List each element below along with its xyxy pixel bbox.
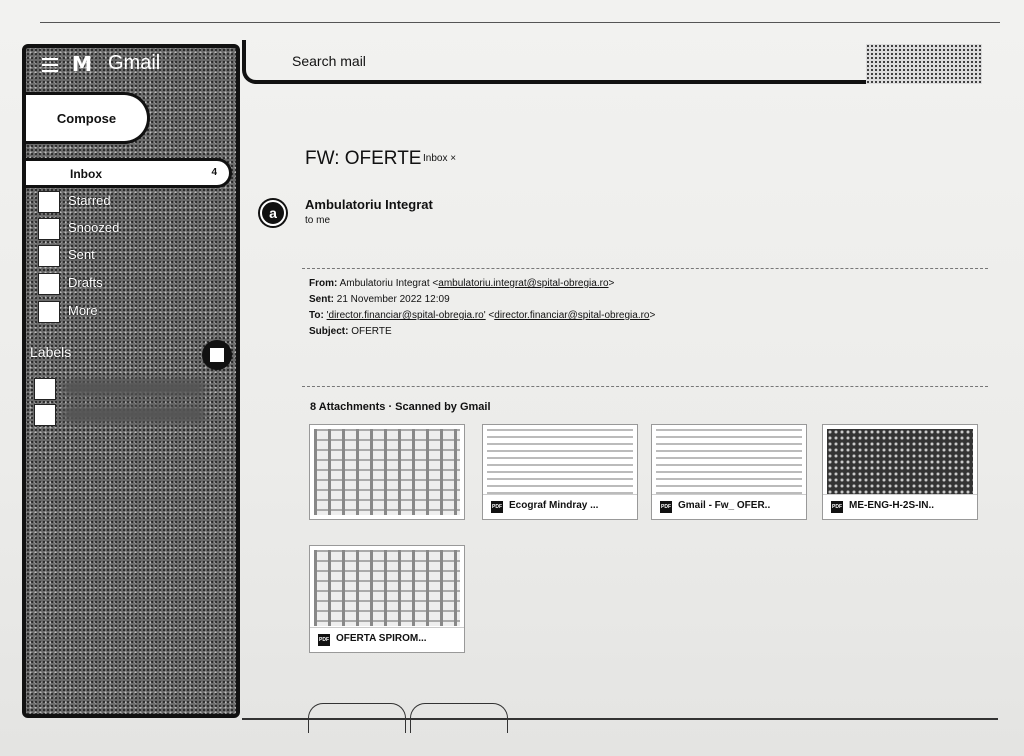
attachment-thumbnail[interactable]: [651, 424, 807, 520]
from-email-link[interactable]: ambulatoriu.integrat@spital-obregia.ro: [438, 278, 609, 289]
sidebar-item-label: Starred: [68, 193, 111, 208]
pdf-icon: PDF: [831, 501, 843, 513]
compose-button[interactable]: Compose: [26, 92, 150, 144]
label-item[interactable]: [34, 404, 209, 426]
attachment-name: Ecograf Mindray ...: [509, 500, 599, 511]
draft-icon: [38, 273, 60, 295]
plus-icon: [210, 348, 224, 362]
forward-to: To: 'director.financiar@spital-obregia.ro' <director.financiar@spital-obregia.ro>: [309, 310, 656, 321]
sidebar-item-inbox[interactable]: [26, 158, 232, 188]
star-icon: [38, 191, 60, 213]
email-subject: FW: OFERTE: [305, 148, 422, 169]
recipient-summary[interactable]: to me: [305, 215, 331, 226]
to-quoted-link[interactable]: 'director.financiar@spital-obregia.ro': [326, 310, 486, 321]
sidebar-item-label: Inbox: [70, 167, 102, 181]
pdf-icon: PDF: [491, 501, 503, 513]
app-name: Gmail: [108, 52, 161, 74]
attachment-name: ME-ENG-H-2S-IN..: [849, 500, 934, 511]
sidebar-item-label: More: [68, 303, 98, 318]
clock-icon: [38, 218, 60, 240]
label-icon: [34, 378, 56, 400]
unread-count: 4: [211, 167, 217, 178]
sender-name: Ambulatoriu Integrat: [305, 197, 433, 212]
attachment-preview: [314, 429, 460, 515]
avatar-letter: a: [260, 200, 286, 226]
label-name-redacted: [62, 406, 206, 422]
send-icon: [38, 245, 60, 267]
divider: [302, 268, 988, 270]
to-email-link[interactable]: director.financiar@spital-obregia.ro: [494, 310, 650, 321]
sidebar-item-label: Sent: [68, 247, 95, 262]
attachment-thumbnail[interactable]: [822, 424, 978, 520]
label-item[interactable]: [34, 378, 209, 400]
search-bar[interactable]: [242, 40, 868, 84]
hamburger-menu-icon[interactable]: [42, 58, 58, 72]
sidebar-item-label: Snoozed: [68, 220, 120, 235]
chevron-down-icon: [38, 301, 60, 323]
top-divider: [40, 22, 1000, 23]
attachment-thumbnail[interactable]: [482, 424, 638, 520]
forward-from: From: Ambulatoriu Integrat <ambulatoriu.integrat@spital-obregia.ro>: [309, 278, 615, 289]
attachment-preview: [656, 429, 802, 495]
inbox-label-chip[interactable]: Inbox ×: [423, 153, 457, 164]
attachments-heading: 8 Attachments · Scanned by Gmail: [310, 401, 491, 413]
gmail-logo-icon: M: [72, 52, 92, 76]
account-area[interactable]: [866, 44, 982, 84]
label-icon: [34, 404, 56, 426]
label-name-redacted: [62, 380, 206, 396]
add-label-button[interactable]: [202, 340, 232, 370]
divider: [302, 386, 988, 388]
attachment-preview: [314, 550, 460, 626]
attachment-name: OFERTA SPIROM...: [336, 633, 427, 644]
forward-sent: Sent: 21 November 2022 12:09: [309, 294, 450, 305]
sidebar-item-label: Drafts: [68, 275, 103, 290]
sidebar: [22, 44, 240, 718]
pdf-icon: PDF: [318, 634, 330, 646]
attachment-name: Gmail - Fw_ OFER..: [678, 500, 771, 511]
bottom-divider: [242, 718, 998, 720]
labels-heading: Labels: [30, 344, 72, 360]
avatar: [258, 198, 288, 228]
pdf-icon: PDF: [660, 501, 672, 513]
attachment-thumbnail[interactable]: [309, 424, 465, 520]
attachment-thumbnail[interactable]: [309, 545, 465, 653]
attachment-preview: [487, 429, 633, 495]
attachment-preview: [827, 429, 973, 495]
search-input[interactable]: Search mail: [292, 53, 366, 69]
forward-subject: Subject: OFERTE: [309, 326, 392, 337]
